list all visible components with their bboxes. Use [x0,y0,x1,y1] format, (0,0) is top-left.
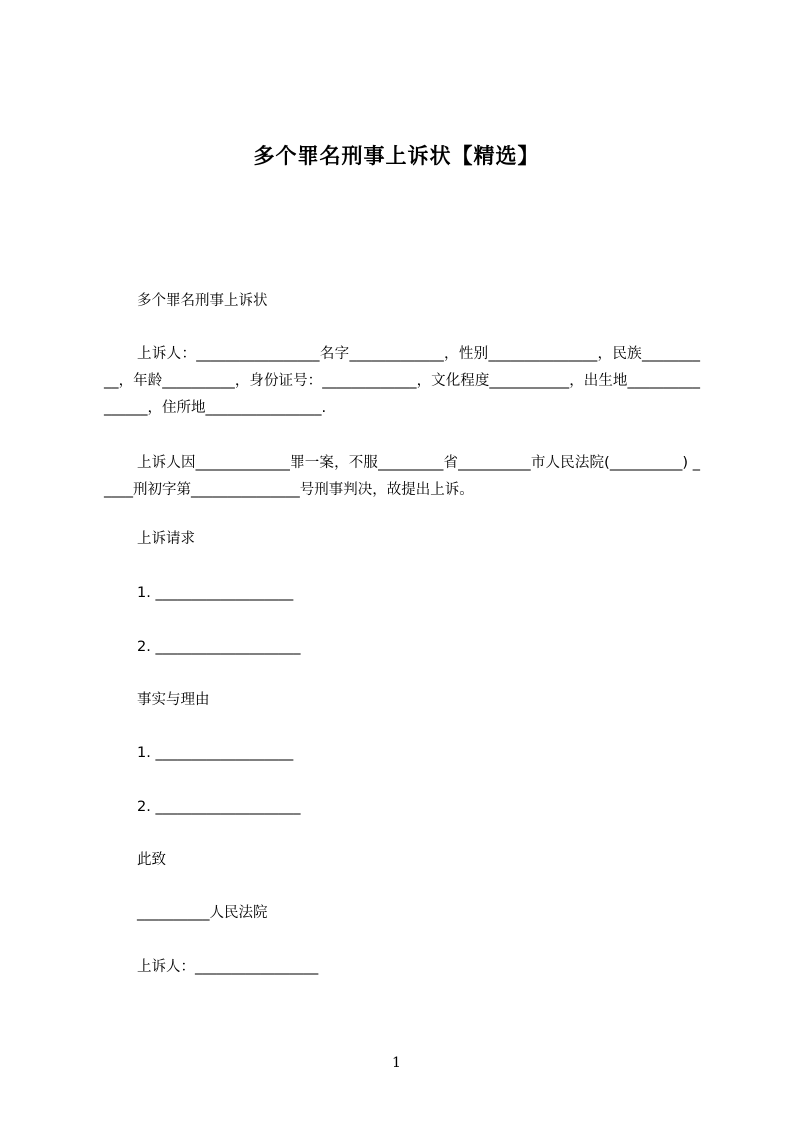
salutation: 此致 [137,852,166,868]
document-title: 多个罪名刑事上诉状【精选】 [253,144,540,168]
page-number: 1 [392,1055,401,1071]
signature-line: 上诉人：_________________ [137,959,319,975]
facts-item-1: 1. ___________________ [137,745,294,761]
appellant-info-paragraph: 上诉人：_________________名字_____________，性别_______________，民族__________，年龄__________，身份证号：_____________，文化程度___________，出生地________________，住所地________________. [104,346,700,416]
court-line: __________人民法院 [137,905,268,921]
facts-heading: 事实与理由 [137,692,210,708]
facts-item-2: 2. ____________________ [137,799,301,815]
appeal-request-item-2: 2. ____________________ [137,639,301,655]
document-heading: 多个罪名刑事上诉状 [137,293,268,309]
appeal-request-item-1: 1. ___________________ [137,585,294,601]
case-statement-paragraph: 上诉人因_____________罪一案，不服_________省__________市人民法院(__________) _____刑初字第_______________号刑事判决，故提出上诉。 [104,455,700,498]
appeal-request-heading: 上诉请求 [137,531,195,547]
